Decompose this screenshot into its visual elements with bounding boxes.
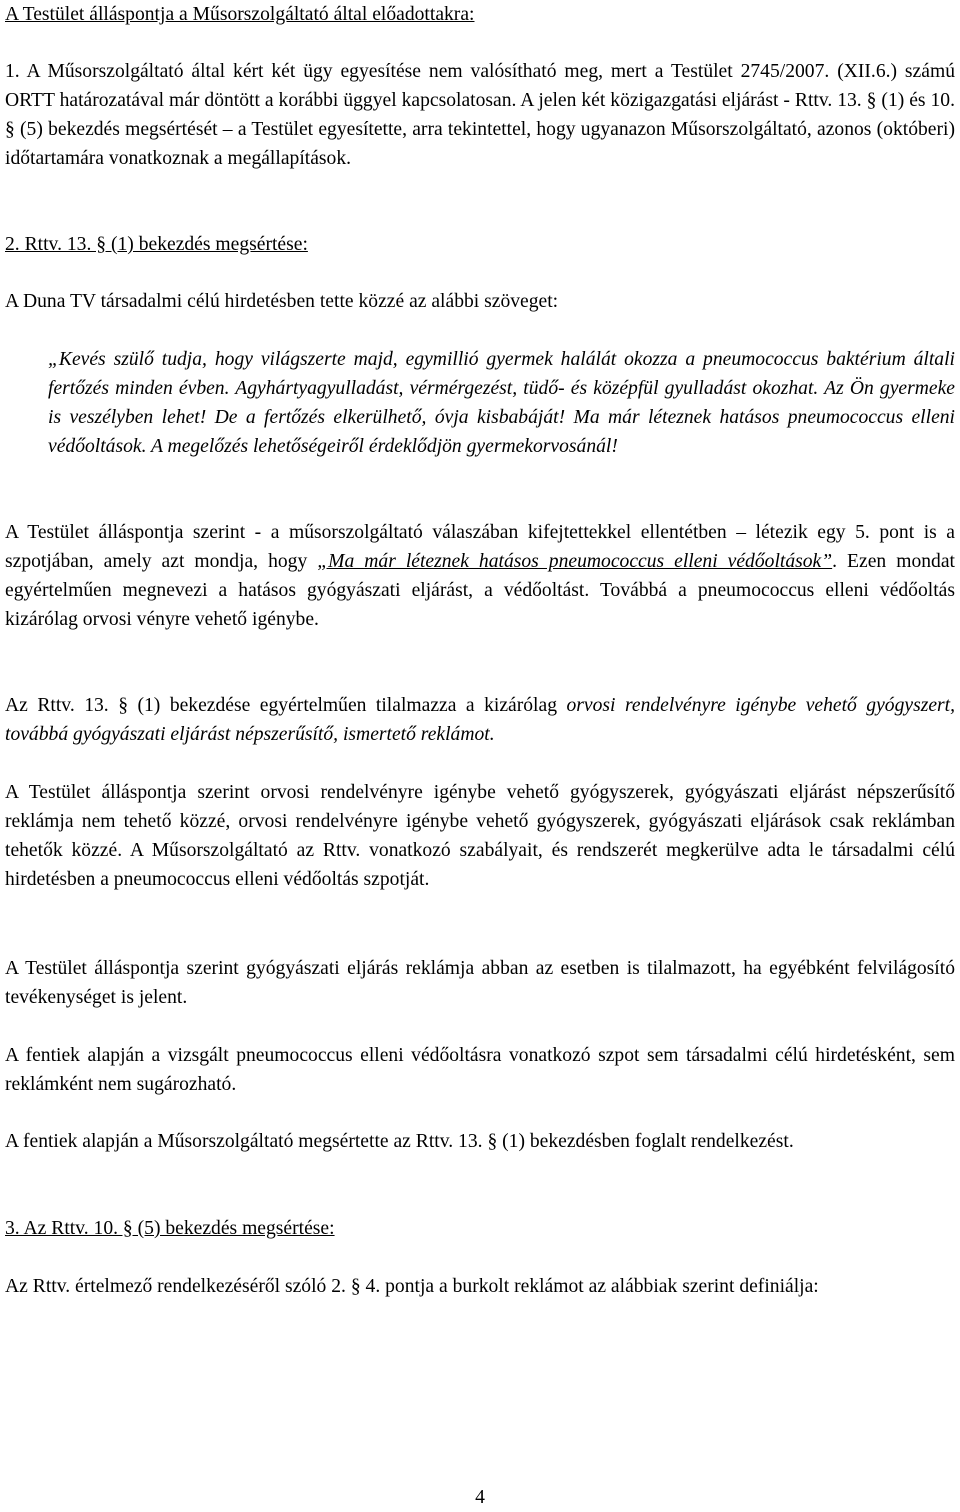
paragraph-3-text-a: A Testület álláspontja szerint - a műsorszolgáltató válaszában kifejtettekkel ellentétben – létezik egy 5. pont is a szpotjában, amely azt mondja, hogy bbox=[5, 522, 955, 572]
paragraph-3-text-c: . Ezen mondat egyértelműen megnevezi a hatásos gyógyászati eljárást, a védőoltást. Továbbá a pneumococcus elleni védőoltás kizárólag orvosi vényre vehető igénybe. bbox=[5, 551, 955, 630]
paragraph-5: A Testület álláspontja szerint orvosi rendelvényre igénybe vehető gyógyszerek, gyógyászati eljárást népszerűsítő reklámja nem tehető közzé, orvosi rendelvényre igénybe vehető gyógyszerek, gyógyászati eljárások csak reklámban tehetők közzé. A Műsorszolgáltató az Rttv. vonatkozó szabályait, és rendszerét megkerülve adta le társadalmi célú hirdetésben a pneumococcus elleni védőoltás szpotját. bbox=[5, 782, 955, 890]
paragraph-1: 1. A Műsorszolgáltató által kért két ügy egyesítése nem valósítható meg, mert a Testület 2745/2007. (XII.6.) számú ORTT határozatával már döntött a korábbi üggyel kapcsolatosan. A jelen két közigazgatási eljárást - Rttv. 13. § (1) és 10. § (5) bekezdés megsértését – a Testület egyesítette, arra tekintettel, hogy ugyanazon Műsorszolgáltató, azonos (októberi) időtartamára vonatkoznak a megállapítások. bbox=[5, 61, 955, 169]
section-heading: A Testület álláspontja a Műsorszolgáltató által előadottakra: bbox=[5, 4, 475, 25]
paragraph-3-quote: „Ma már léteznek hatásos pneumococcus elleni védőoltások” bbox=[317, 551, 833, 572]
paragraph-4-text-a: Az Rttv. 13. § (1) bekezdése egyértelműen tilalmazza a kizárólag bbox=[5, 695, 567, 716]
paragraph-8: A fentiek alapján a Műsorszolgáltató megsértette az Rttv. 13. § (1) bekezdésben foglalt rendelkezést. bbox=[5, 1131, 794, 1152]
paragraph-4 bbox=[5, 691, 955, 749]
paragraph-4-italic: orvosi rendelvényre igénybe vehető gyógyszert, továbbá gyógyászati eljárást népszerűsítő, ismertető reklámot. bbox=[5, 695, 956, 745]
subheading-3: 3. Az Rttv. 10. § (5) bekezdés megsértése: bbox=[5, 1218, 335, 1239]
paragraph-7: A fentiek alapján a vizsgált pneumococcus elleni védőoltásra vonatkozó szpot sem társadalmi célú hirdetésként, sem reklámként nem sugározható. bbox=[5, 1045, 955, 1095]
subheading-2: 2. Rttv. 13. § (1) bekezdés megsértése: bbox=[5, 234, 308, 255]
paragraph-9: Az Rttv. értelmező rendelkezéséről szóló 2. § 4. pontja a burkolt reklámot az alábbiak szerint definiálja: bbox=[5, 1276, 819, 1297]
paragraph-2: A Duna TV társadalmi célú hirdetésben tette közzé az alábbi szöveget: bbox=[5, 291, 559, 312]
quoted-ad-text: „Kevés szülő tudja, hogy világszerte majd, egymillió gyermek halálát okozza a pneumococcus baktérium általi fertőzés minden évben. Agyhártyagyulladást, vérmérgezést, tüdő- és középfül gyulladást okozhat. Az Ön gyermeke is veszélyben lehet! De a fertőzés elkerülhető, óvja kisbabáját! Ma már léteznek hatásos pneumococcus elleni védőoltások. A megelőzés lehetőségeiről érdeklődjön gyermekorvosánál! bbox=[48, 349, 955, 457]
page-number: 4 bbox=[475, 1487, 485, 1508]
paragraph-6: A Testület álláspontja szerint gyógyászati eljárás reklámja abban az esetben is tilalmazott, ha egyébként felvilágosító tevékenységet is jelent. bbox=[5, 958, 955, 1008]
paragraph-3 bbox=[5, 518, 955, 634]
